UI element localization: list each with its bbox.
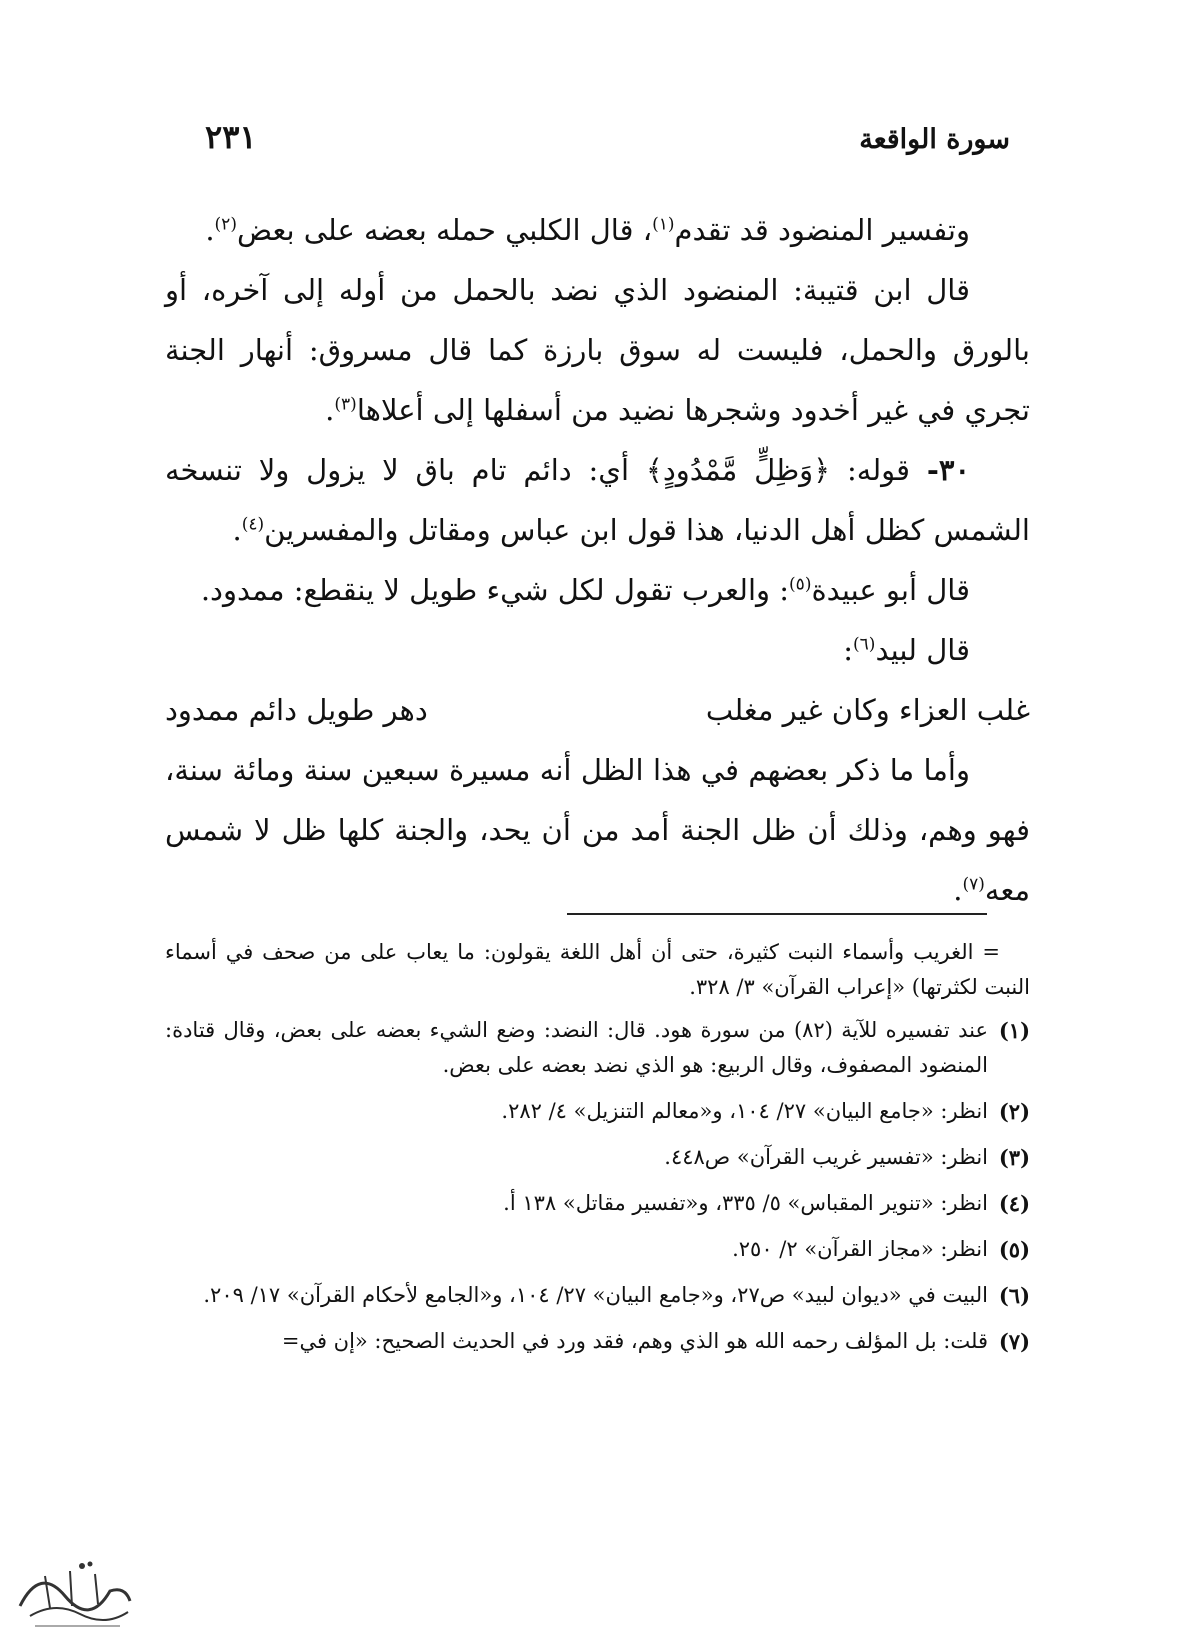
footnote-ref-4: (٤) xyxy=(241,514,265,535)
footnote-item xyxy=(165,1324,1030,1359)
footnote-ref-6: (٦) xyxy=(853,634,876,655)
footnote-number: (٥) xyxy=(998,1237,1030,1262)
p4-text: قال أبو عبيدة xyxy=(811,573,970,607)
footnote-ref-5: (٥) xyxy=(789,574,812,595)
footnote-text: قلت: بل المؤلف رحمه الله هو الذي وهم، فقد ورد في الحديث الصحيح: «إن في= xyxy=(281,1329,988,1353)
footnote-separator xyxy=(567,913,987,915)
footnote-text: البيت في «ديوان لبيد» ص٢٧، و«جامع البيان» ٢٧/ ١٠٤، و«الجامع لأحكام القرآن» ١٧/ ٢٠٩. xyxy=(203,1283,988,1307)
p2-text: قال ابن قتيبة: المنضود الذي نضد بالحمل من أوله إلى آخره، أو بالورق والحمل، فليست له سوق بارزة كما قال مسروق: أنهار الجنة تجري في غير أخدود وشجرها نضيد من أسفلها إلى أعلاها xyxy=(165,273,1030,427)
paragraph-4 xyxy=(165,560,1030,620)
main-text xyxy=(165,200,1030,920)
footnote-item xyxy=(165,1094,1030,1129)
paragraph-3 xyxy=(165,440,1030,560)
p2-end: . xyxy=(325,393,335,427)
poem-first-hemistich: غلب العزاء وكان غير مغلب xyxy=(705,693,1030,727)
p1-text: وتفسير المنضود قد تقدم xyxy=(674,213,970,247)
p6-end: . xyxy=(953,873,963,907)
paragraph-2 xyxy=(165,260,1030,440)
footnote-item xyxy=(165,1013,1030,1083)
footnote-ref-3: (٣) xyxy=(334,394,357,415)
footnote-ref-7: (٧) xyxy=(962,874,985,895)
footnote-number: (٢) xyxy=(998,1099,1030,1124)
footnote-number: (٦) xyxy=(998,1283,1030,1308)
p5-end: : xyxy=(843,633,854,667)
footnote-item xyxy=(165,1278,1030,1313)
library-stamp-logo xyxy=(10,1546,140,1636)
p3-text: قوله: xyxy=(847,453,910,487)
paragraph-1 xyxy=(165,200,1030,260)
p1-end: . xyxy=(205,213,215,247)
footnote-number: (٧) xyxy=(998,1329,1030,1354)
p3-text2: أي: دائم تام باق لا يزول ولا تنسخه الشمس كظل أهل الدنيا، هذا قول ابن عباس ومقاتل والمفسرين xyxy=(165,453,1030,547)
footnote-text: انظر: «تفسير غريب القرآن» ص٤٤٨. xyxy=(664,1145,988,1169)
footnote-text: انظر: «جامع البيان» ٢٧/ ١٠٤، و«معالم التنزيل» ٤/ ٢٨٢. xyxy=(501,1099,988,1123)
footnote-number: (١) xyxy=(998,1018,1030,1043)
verse-number: ٣٠- xyxy=(926,453,971,487)
footnote-ref-1: (١) xyxy=(652,214,675,235)
paragraph-6 xyxy=(165,740,1030,920)
poem-second-hemistich: دهر طويل دائم ممدود xyxy=(165,693,428,727)
p5-text: قال لبيد xyxy=(875,633,970,667)
footnotes xyxy=(165,935,1030,1370)
sura-title: سورة الواقعة xyxy=(859,124,1010,155)
page-header xyxy=(205,118,1010,168)
footnote-number: (٤) xyxy=(998,1191,1030,1216)
footnote-continuation: = الغريب وأسماء النبت كثيرة، حتى أن أهل اللغة يقولون: ما يعاب على من صحف في أسماء النبت لكثرتها) «إعراب القرآن» ٣/ ٣٢٨. xyxy=(165,940,1030,999)
p4-text2: : والعرب تقول لكل شيء طويل لا ينقطع: ممدود. xyxy=(200,573,790,607)
stamp-logo-icon xyxy=(10,1546,140,1636)
footnote-item xyxy=(165,1232,1030,1267)
footnote-text: انظر: «تنوير المقباس» ٥/ ٣٣٥، و«تفسير مقاتل» ١٣٨ أ. xyxy=(503,1191,988,1215)
page-number: ٢٣١ xyxy=(205,118,257,156)
quran-quote: ﴿وَظِلٍّ مَّمْدُودٍ﴾ xyxy=(645,453,831,487)
footnote-text: انظر: «مجاز القرآن» ٢/ ٢٥٠. xyxy=(732,1237,988,1261)
paragraph-5 xyxy=(165,620,1030,680)
footnote-item xyxy=(165,1140,1030,1175)
footnote-item xyxy=(165,1186,1030,1221)
p3-end: . xyxy=(232,513,242,547)
poem-verse xyxy=(165,680,1030,740)
footnote-ref-2: (٢) xyxy=(214,214,237,235)
p6-text: وأما ما ذكر بعضهم في هذا الظل أنه مسيرة سبعين سنة ومائة سنة، فهو وهم، وذلك أن ظل الجنة أمد من أن يحد، والجنة كلها ظل لا شمس معه xyxy=(165,753,1030,907)
footnote-number: (٣) xyxy=(998,1145,1030,1170)
p1-text2: ، قال الكلبي حمله بعضه على بعض xyxy=(236,213,653,247)
footnote-text: عند تفسيره للآية (٨٢) من سورة هود. قال: النضد: وضع الشيء بعضه على بعض، وقال قتادة: المنضود المصفوف، وقال الربيع: هو الذي نضد بعضه على بعض. xyxy=(165,1018,988,1077)
